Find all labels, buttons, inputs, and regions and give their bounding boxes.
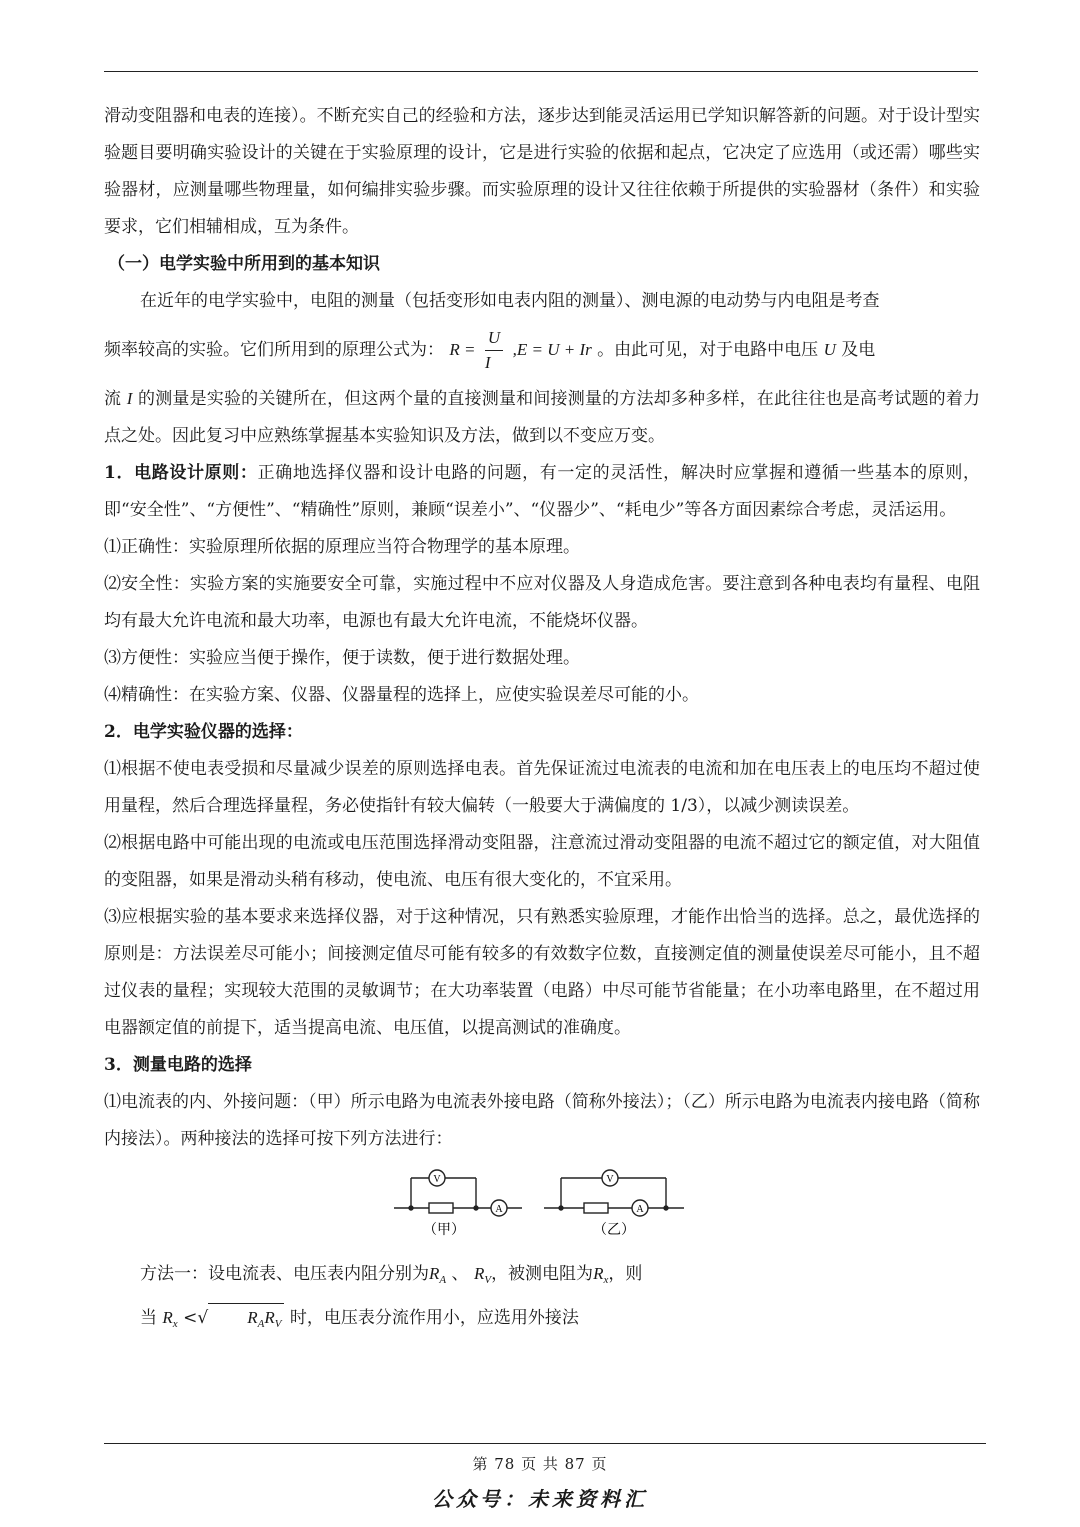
junction-dot bbox=[409, 1206, 413, 1210]
junction-dot bbox=[559, 1206, 563, 1210]
subscript-a: A bbox=[439, 1274, 447, 1286]
intro-formula-line bbox=[104, 320, 980, 380]
section-heading: （一）电学实验中所用到的基本知识 bbox=[108, 254, 380, 274]
subscript-x: x bbox=[603, 1274, 609, 1286]
method-text: ，被测电阻为 bbox=[491, 1264, 594, 1284]
voltmeter-label: V bbox=[606, 1174, 614, 1185]
ammeter-label: A bbox=[636, 1204, 644, 1215]
heading-measurement-circuit: 3．测量电路的选择 bbox=[104, 1055, 252, 1075]
formula-r-lhs: R = bbox=[449, 340, 476, 359]
var-r: R bbox=[162, 1308, 173, 1327]
fraction-denominator: I bbox=[484, 353, 491, 372]
junction-dot bbox=[474, 1206, 478, 1210]
intro-continuation bbox=[104, 380, 980, 455]
var-r: R bbox=[247, 1308, 258, 1327]
footer-brand: 公众号：未来资料汇 bbox=[432, 1487, 648, 1511]
sqrt-radicand bbox=[208, 1303, 284, 1338]
list-item: ⑴根据不使电表受损和尽量减少误差的原则选择电表。首先保证流过电流表的电流和加在电压表上的电压均不超过使用量程，然后合理选择量程，务必使指针有较大偏转（一般要大于满偏度的 1/3），以减少测读误差。 bbox=[104, 759, 980, 816]
sqrt-sign: √ bbox=[197, 1308, 209, 1328]
fraction-numerator: U bbox=[485, 326, 503, 351]
header-rule bbox=[104, 71, 978, 72]
document-body bbox=[104, 98, 980, 1340]
method-text: ，则 bbox=[608, 1264, 643, 1284]
list-item: ⑶方便性：实验应当便于操作，便于读数，便于进行数据处理。 bbox=[104, 648, 580, 668]
var-r: R bbox=[593, 1264, 604, 1283]
principles-text: 正确地选择仪器和设计电路的问题，有一定的灵活性，解决时应掌握和遵循一些基本的原则，即“安全性”、“方便性”、“精确性”原则，兼顾“误差小”、“仪器少”、“耗电少”等各方面因素综合考虑，灵活运用。 bbox=[104, 463, 980, 520]
var-r: R bbox=[473, 1264, 485, 1283]
intro-text: 频率较高的实验。它们所用到的原理公式为： bbox=[104, 340, 444, 360]
intro-text: 流 bbox=[104, 389, 122, 409]
method-condition-line bbox=[104, 1296, 980, 1340]
caption-left: （甲） bbox=[423, 1223, 465, 1238]
principles-paragraph bbox=[104, 455, 980, 529]
formula-emf: ,E = U + Ir bbox=[512, 340, 592, 359]
footer-rule bbox=[104, 1443, 986, 1444]
method-text: 方法一：设电流表、电压表内阻分别为 bbox=[140, 1264, 429, 1284]
intro-text: 。由此可见，对于电路中电压 bbox=[597, 340, 819, 360]
circuit-external bbox=[394, 1170, 522, 1216]
junction-dot bbox=[664, 1206, 668, 1210]
method-one-line bbox=[104, 1252, 980, 1296]
circuit-internal bbox=[544, 1170, 684, 1216]
page-number: 第 78 页 共 87 页 bbox=[472, 1455, 608, 1473]
heading-instrument-selection: 2．电学实验仪器的选择： bbox=[104, 722, 303, 742]
circuit-diagrams bbox=[394, 1162, 694, 1242]
intro-line-1: 在近年的电学实验中，电阻的测量（包括变形如电表内阻的测量）、测电源的电动势与内电阻是考查 bbox=[140, 291, 880, 311]
subscript-v: V bbox=[484, 1274, 492, 1286]
resistor-symbol bbox=[429, 1203, 453, 1213]
formula-fraction bbox=[485, 326, 503, 375]
ammeter-label: A bbox=[495, 1204, 503, 1215]
separator: 、 bbox=[451, 1264, 469, 1284]
list-item: ⑴正确性：实验原理所依据的原理应当符合物理学的基本原理。 bbox=[104, 537, 580, 557]
list-item: ⑷精确性：在实验方案、仪器、仪器量程的选择上，应使实验误差尽可能的小。 bbox=[104, 685, 699, 705]
paragraph-continuation: 滑动变阻器和电表的连接）。不断充实自己的经验和方法，逐步达到能灵活运用已学知识解答新的问题。对于设计型实验题目要明确实验设计的关键在于实验原理的设计，它是进行实验的依据和起点，它决定了应选用（或还需）哪些实验器材，应测量哪些物理量，如何编排实验步骤。而实验原理的设计又往往依赖于所提供的实验器材（条件）和实验要求，它们相辅相成，互为条件。 bbox=[104, 106, 980, 237]
caption-right: （乙） bbox=[593, 1223, 635, 1238]
var-u: U bbox=[823, 340, 836, 359]
resistor-symbol bbox=[584, 1203, 608, 1213]
var-r: R bbox=[264, 1308, 275, 1327]
intro-text: 的测量是实验的关键所在，但这两个量的直接测量和间接测量的方法却多种多样，在此往往也是高考试题的着力点之处。因此复习中应熟练掌握基本实验知识及方法，做到以不变应万变。 bbox=[104, 389, 981, 446]
var-i: I bbox=[126, 389, 133, 408]
list-item: ⑵根据电路中可能出现的电流或电压范围选择滑动变阻器，注意流过滑动变阻器的电流不超过它的额定值，对大阻值的变阻器，如果是滑动头稍有移动，使电流、电压有很大变化的，不宜采用。 bbox=[104, 833, 980, 890]
method-text: 当 bbox=[140, 1308, 157, 1328]
subscript-x: x bbox=[172, 1318, 178, 1330]
list-item: ⑵安全性：实验方案的实施要安全可靠，实施过程中不应对仪器及人身造成危害。要注意到各种电表均有量程、电阻均有最大允许电流和最大功率，电源也有最大允许电流，不能烧坏仪器。 bbox=[104, 574, 980, 631]
subscript-a: A bbox=[257, 1318, 265, 1330]
subscript-v: V bbox=[274, 1318, 282, 1330]
method-text: 时，电压表分流作用小，应选用外接法 bbox=[289, 1308, 579, 1328]
intro-text: 及电 bbox=[841, 340, 876, 360]
var-r: R bbox=[429, 1264, 440, 1283]
voltmeter-label: V bbox=[433, 1174, 441, 1185]
less-than: < bbox=[183, 1308, 198, 1328]
list-item: ⑶应根据实验的基本要求来选择仪器，对于这种情况，只有熟悉实验原理，才能作出恰当的选择。总之，最优选择的原则是：方法误差尽可能小；间接测定值尽可能有较多的有效数字位数，直接测定值的测量使误差尽可能小，且不超过仪表的量程；实现较大范围的灵敏调节；在大功率装置（电路）中尽可能节省能量；在小功率电路里，在不超过用电器额定值的前提下，适当提高电流、电压值，以提高测试的准确度。 bbox=[104, 907, 980, 1038]
circuit-figure bbox=[104, 1162, 980, 1252]
heading-circuit-design: 1．电路设计原则： bbox=[104, 463, 258, 483]
list-item: ⑴电流表的内、外接问题：（甲）所示电路为电流表外接电路（简称外接法）；（乙）所示电路为电流表内接电路（简称内接法）。两种接法的选择可按下列方法进行： bbox=[104, 1092, 980, 1149]
